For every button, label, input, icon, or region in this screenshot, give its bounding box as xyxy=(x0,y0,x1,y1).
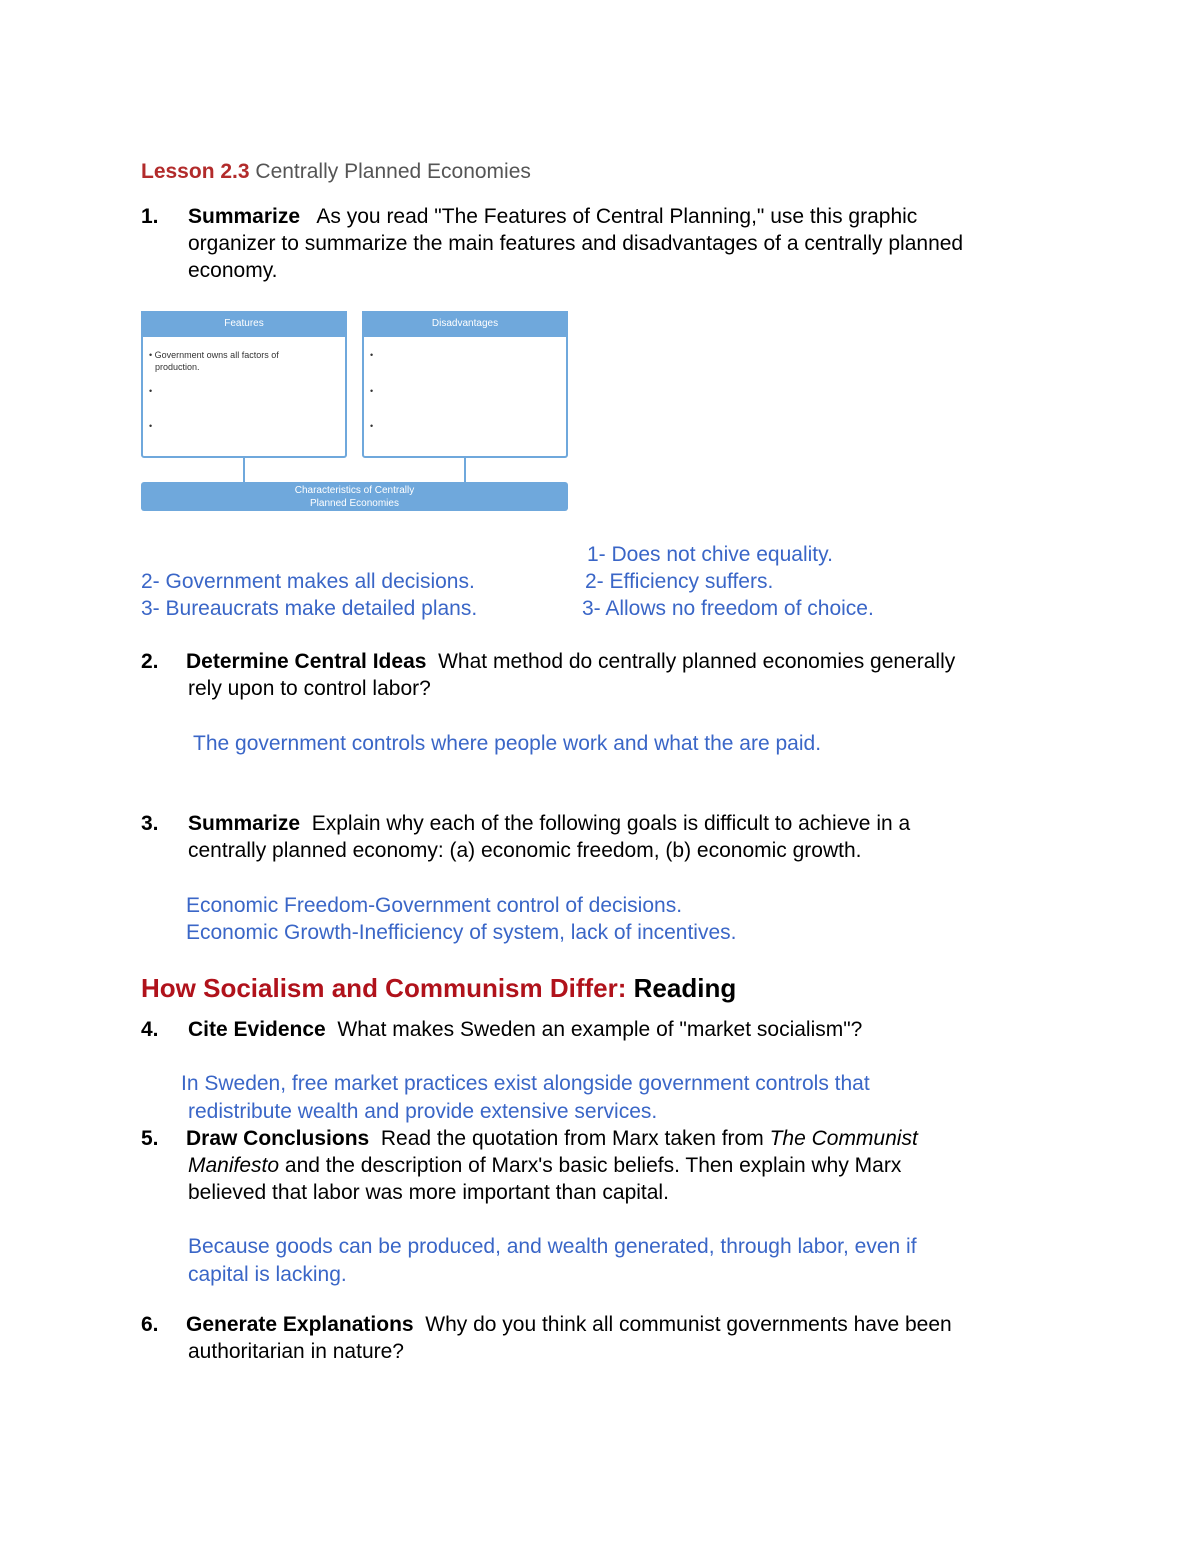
q2-label: Determine Central Ideas xyxy=(186,650,427,673)
q4-answer-2: redistribute wealth and provide extensive services. xyxy=(188,1100,658,1123)
q1-line3: economy. xyxy=(188,259,278,282)
q6-line2: authoritarian in nature? xyxy=(188,1340,404,1363)
disadvantage-bullet-2: • xyxy=(370,386,374,396)
q2-answer: The government controls where people work and what the are paid. xyxy=(193,732,822,755)
q5-line2b: and the description of Marx's basic beliefs. Then explain why Marx xyxy=(284,1154,902,1177)
q1-disadvantage-2: 2- Efficiency suffers. xyxy=(585,570,774,593)
section-heading-red: How Socialism and Communism Differ: xyxy=(141,973,627,1003)
q4-line1: What makes Sweden an example of "market socialism"? xyxy=(337,1018,863,1041)
q5-line3: believed that labor was more important than capital. xyxy=(188,1181,669,1204)
characteristics-bar: Characteristics of Centrally Planned Economies xyxy=(141,482,568,511)
q2-line1: What method do centrally planned economies generally xyxy=(438,650,956,673)
lesson-name: Centrally Planned Economies xyxy=(255,160,531,183)
feature-item-1: • Government owns all factors of production. xyxy=(149,350,279,372)
q3-line2: centrally planned economy: (a) economic freedom, (b) economic growth. xyxy=(188,839,862,862)
q3-prompt xyxy=(188,810,1088,864)
q5-label: Draw Conclusions xyxy=(186,1127,370,1150)
q3-line1: Explain why each of the following goals is difficult to achieve in a xyxy=(311,812,911,835)
features-header: Features xyxy=(141,311,347,337)
q3-answer-2: Economic Growth-Inefficiency of system, lack of incentives. xyxy=(186,921,737,944)
section-heading xyxy=(141,973,736,1004)
q2-number: 2. xyxy=(141,650,159,673)
connector-left xyxy=(243,458,245,483)
q1-disadvantage-1: 1- Does not chive equality. xyxy=(587,543,833,566)
feature-bullet-2: • xyxy=(149,386,153,396)
feature-bullet-3: • xyxy=(149,421,153,431)
q6-number: 6. xyxy=(141,1313,159,1336)
q5-line1b: The Communist xyxy=(769,1127,918,1150)
lesson-number: Lesson 2.3 xyxy=(141,160,250,183)
q4-number: 4. xyxy=(141,1018,159,1041)
q3-number: 3. xyxy=(141,812,159,835)
q4-answer-1: In Sweden, free market practices exist alongside government controls that xyxy=(181,1072,870,1095)
q5-prompt xyxy=(186,1125,1086,1206)
q1-line1: As you read "The Features of Central Planning," use this graphic xyxy=(316,205,918,228)
disadvantage-bullet-1: • xyxy=(370,350,374,360)
section-heading-black: Reading xyxy=(633,973,737,1003)
q4-prompt xyxy=(188,1016,1088,1043)
q5-answer-2: capital is lacking. xyxy=(188,1263,347,1286)
q6-line1: Why do you think all communist governments have been xyxy=(425,1313,952,1336)
q5-answer-1: Because goods can be produced, and wealth generated, through labor, even if xyxy=(188,1235,917,1258)
q1-prompt xyxy=(188,203,1088,284)
disadvantage-bullet-3: • xyxy=(370,421,374,431)
q3-label: Summarize xyxy=(188,812,301,835)
q3-answer-1: Economic Freedom-Government control of decisions. xyxy=(186,894,683,917)
connector-right xyxy=(464,458,466,483)
q1-line2: organizer to summarize the main features and disadvantages of a centrally planned xyxy=(188,232,964,255)
q1-label: Summarize xyxy=(188,205,301,228)
q6-prompt xyxy=(186,1311,1086,1365)
q6-label: Generate Explanations xyxy=(186,1313,414,1336)
q5-number: 5. xyxy=(141,1127,159,1150)
q2-line2: rely upon to control labor? xyxy=(188,677,431,700)
q1-disadvantage-3: 3- Allows no freedom of choice. xyxy=(582,597,874,620)
q2-prompt xyxy=(186,648,1086,702)
lesson-title xyxy=(141,160,531,184)
q1-feature-3: 3- Bureaucrats make detailed plans. xyxy=(141,597,478,620)
q5-line1a: Read the quotation from Marx taken from xyxy=(380,1127,764,1150)
disadvantages-header: Disadvantages xyxy=(362,311,568,337)
q5-line2a: Manifesto xyxy=(188,1154,280,1177)
q1-feature-2: 2- Government makes all decisions. xyxy=(141,570,475,593)
q4-label: Cite Evidence xyxy=(188,1018,326,1041)
q1-number: 1. xyxy=(141,205,159,228)
